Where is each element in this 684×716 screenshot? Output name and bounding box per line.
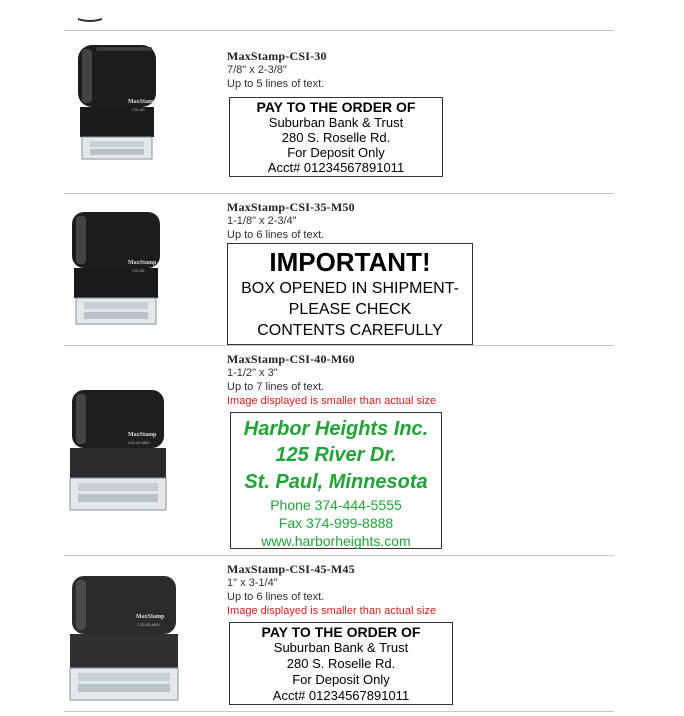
imprint-line: For Deposit Only xyxy=(292,672,390,687)
previous-stamp-fragment xyxy=(78,12,102,22)
product-model[interactable]: MaxStamp-CSI-35-M50 xyxy=(227,200,355,214)
product-info xyxy=(227,49,327,91)
stamp-brand-text: MaxStamp xyxy=(128,260,157,266)
imprint-line: 125 River Dr. xyxy=(275,444,397,466)
imprint-line: PLEASE CHECK xyxy=(288,301,412,318)
imprint-preview xyxy=(227,243,473,345)
imprint-line: 280 S. Roselle Rd. xyxy=(286,656,396,671)
product-model[interactable]: MaxStamp-CSI-30 xyxy=(227,49,327,63)
stamp-code-text: CSI-30 xyxy=(132,107,145,112)
product-model[interactable]: MaxStamp-CSI-45-M45 xyxy=(227,562,355,576)
product-size: 1-1/8" x 2-3/4" xyxy=(227,215,297,227)
product-size: 1" x 3-1/4" xyxy=(227,577,278,589)
imprint-line: Suburban Bank & Trust xyxy=(268,115,404,130)
product-line-limit: Up to 6 lines of text. xyxy=(227,591,325,603)
stamp-image-csi-40-m60[interactable] xyxy=(68,388,168,516)
imprint-line: Phone 374-444-5555 xyxy=(270,497,402,513)
imprint-line: Suburban Bank & Trust xyxy=(273,640,409,655)
imprint-preview xyxy=(229,622,453,705)
stamp-code-text: CSI-35 xyxy=(132,268,145,273)
imprint-line: St. Paul, Minnesota xyxy=(244,471,428,493)
product-row-csi-35-m50 xyxy=(64,193,614,346)
imprint-line: Harbor Heights Inc. xyxy=(243,418,429,440)
product-row-csi-30 xyxy=(64,30,614,194)
product-model[interactable]: MaxStamp-CSI-40-M60 xyxy=(227,352,355,366)
size-disclaimer: Image displayed is smaller than actual size xyxy=(227,395,437,407)
imprint-line: Acct# 01234567891011 xyxy=(272,688,410,703)
imprint-line: Acct# 01234567891011 xyxy=(267,160,405,175)
product-row-csi-45-m45 xyxy=(64,555,614,712)
list-bottom-divider xyxy=(64,711,614,712)
imprint-line: Fax 374-999-8888 xyxy=(278,515,394,531)
stamp-image-csi-35-m50[interactable] xyxy=(70,210,162,330)
stamp-code-text: CSI-40-M60 xyxy=(128,440,150,445)
product-line-limit: Up to 6 lines of text. xyxy=(227,229,325,241)
product-size: 7/8" x 2-3/8" xyxy=(227,64,287,76)
product-info xyxy=(227,562,436,618)
imprint-line: IMPORTANT! xyxy=(269,247,431,277)
stamp-brand-text: MaxStamp xyxy=(136,614,165,620)
product-row-csi-40-m60 xyxy=(64,345,614,556)
imprint-preview xyxy=(230,412,442,549)
imprint-line: PAY TO THE ORDER OF xyxy=(256,99,416,115)
size-disclaimer: Image displayed is smaller than actual size xyxy=(227,605,437,617)
stamp-image-csi-45-m45[interactable] xyxy=(68,574,180,704)
stamp-brand-text: MaxStamp xyxy=(128,99,157,105)
stamp-brand-text: MaxStamp xyxy=(128,432,157,438)
product-info xyxy=(227,200,355,242)
imprint-preview xyxy=(229,97,443,177)
imprint-line: BOX OPENED IN SHIPMENT- xyxy=(241,280,459,297)
stamp-code-text: CSI-45-M45 xyxy=(138,622,160,627)
imprint-line: CONTENTS CAREFULLY xyxy=(257,322,443,339)
imprint-line: 280 S. Roselle Rd. xyxy=(281,130,391,145)
imprint-line: PAY TO THE ORDER OF xyxy=(261,624,421,640)
stamp-image-csi-30[interactable] xyxy=(76,41,158,163)
imprint-line: www.harborheights.com xyxy=(261,533,411,549)
product-size: 1-1/2" x 3" xyxy=(227,367,278,379)
product-line-limit: Up to 7 lines of text. xyxy=(227,381,325,393)
product-info xyxy=(227,352,436,408)
imprint-line: For Deposit Only xyxy=(287,145,385,160)
product-line-limit: Up to 5 lines of text. xyxy=(227,78,325,90)
